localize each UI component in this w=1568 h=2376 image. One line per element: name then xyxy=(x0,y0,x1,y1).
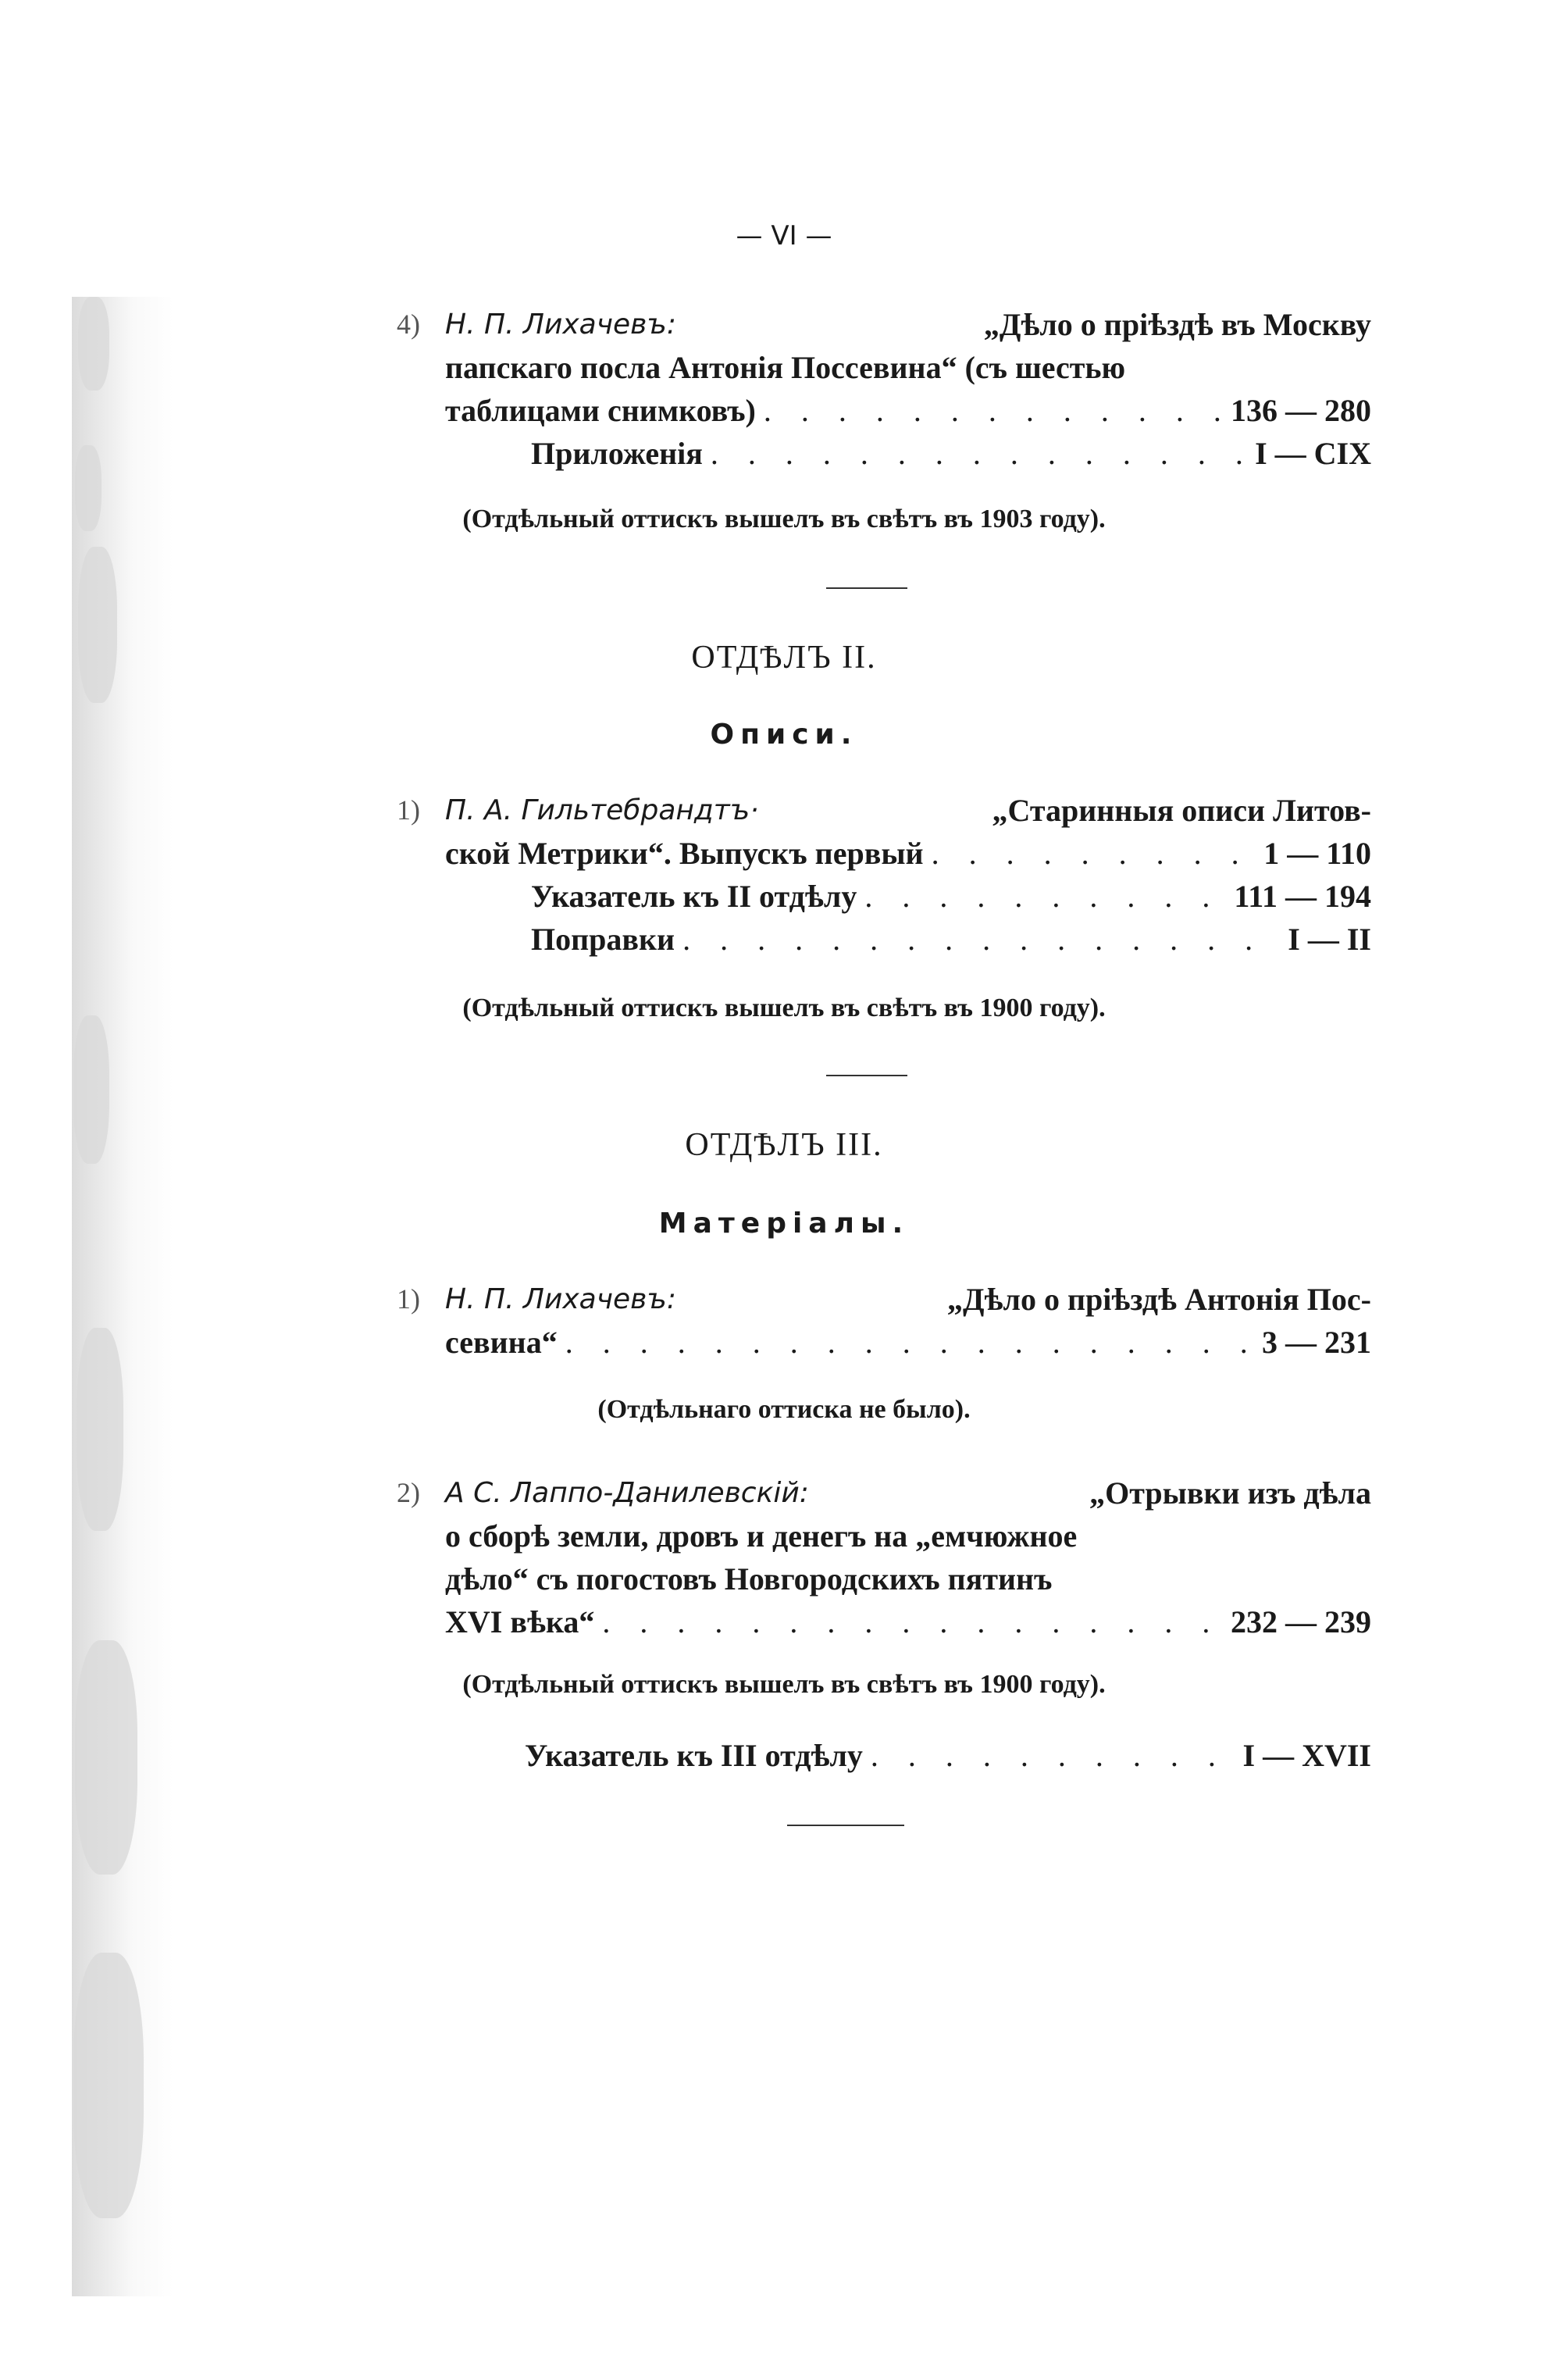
entry-line xyxy=(445,1557,1371,1600)
section-title: ОТДѢЛЪ II. xyxy=(691,640,877,676)
page-range: 3 — 231 xyxy=(1262,1325,1371,1360)
leader-dots xyxy=(565,1321,1254,1364)
toc-entry xyxy=(397,1472,1371,1643)
page-range: I — CIX xyxy=(1255,436,1371,471)
entry-title-text: „Дѣло о пріѣздѣ въ Москву xyxy=(983,307,1371,342)
page-range: 232 — 239 xyxy=(1231,1604,1371,1639)
leader-dots xyxy=(932,832,1256,875)
entry-number: 4) xyxy=(397,309,420,340)
entry-author: Н. П. Лихачевъ: xyxy=(445,309,676,341)
entry-line xyxy=(445,1472,1371,1514)
offprint-note: (Отдѣльный оттискъ вышелъ въ свѣтъ въ 1900 году). xyxy=(462,994,1106,1022)
page-range: 111 — 194 xyxy=(1234,879,1371,914)
entry-title-text: папскаго посла Антонія Поссевина“ (съ шестью xyxy=(445,350,1126,385)
entry-number: 1) xyxy=(397,794,420,826)
page-range: I — XVII xyxy=(1242,1738,1371,1773)
section-title: ОТДѢЛЪ III. xyxy=(685,1127,883,1163)
leader-dots xyxy=(711,432,1247,475)
section-subtitle: Описи. xyxy=(710,719,858,751)
entry-title-text: о сборѣ земли, дровъ и денегъ на „емчюжное xyxy=(445,1518,1078,1554)
page-range: I — II xyxy=(1288,922,1371,957)
entry-line xyxy=(445,346,1371,389)
section-divider xyxy=(826,587,907,589)
section-divider xyxy=(826,1075,907,1076)
page-range: 136 — 280 xyxy=(1231,393,1371,428)
entry-author: А С. Лаппо-Данилевскій: xyxy=(445,1477,809,1509)
entry-title-text: дѣло“ съ погостовъ Новгородскихъ пятинъ xyxy=(445,1561,1053,1596)
entry-line xyxy=(445,1321,1371,1364)
toc-entry xyxy=(397,303,1371,475)
section-divider xyxy=(787,1825,904,1826)
leader-dots xyxy=(682,918,1280,961)
leader-dots xyxy=(871,1734,1235,1777)
offprint-note: (Отдѣльный оттискъ вышелъ въ свѣтъ въ 1900 году). xyxy=(462,1670,1106,1699)
page-number: — VI — xyxy=(736,220,832,252)
leader-dots xyxy=(602,1600,1223,1643)
index-label: Указатель къ II отдѣлу xyxy=(531,879,857,914)
offprint-note: (Отдѣльный оттискъ вышелъ въ свѣтъ въ 1903 году). xyxy=(462,505,1106,533)
entry-title-text: XVI вѣка“ xyxy=(445,1604,595,1639)
entry-line xyxy=(445,1278,1371,1321)
entry-number: 1) xyxy=(397,1283,420,1315)
entry-title-text: „Отрывки изъ дѣла xyxy=(1089,1475,1371,1511)
entry-line xyxy=(445,918,1371,961)
entry-line xyxy=(445,389,1371,432)
entry-line xyxy=(445,832,1371,875)
offprint-note: (Отдѣльнаго оттиска не было). xyxy=(597,1395,971,1424)
toc-entry xyxy=(397,789,1371,961)
leader-dots xyxy=(864,875,1226,918)
entry-author: Н. П. Лихачевъ: xyxy=(445,1283,676,1315)
toc-entry xyxy=(397,1278,1371,1364)
entry-author: П. А. Гильтебрандтъ· xyxy=(445,794,759,826)
entry-title-text: „Дѣло о пріѣздѣ Антонія Пос- xyxy=(946,1282,1371,1317)
entry-number: 2) xyxy=(397,1477,420,1508)
entry-line xyxy=(445,875,1371,918)
leader-dots xyxy=(764,389,1223,432)
appendix-label: Приложенія xyxy=(531,436,703,471)
entry-line xyxy=(445,303,1371,346)
entry-title-text: таблицами снимковъ) xyxy=(445,393,756,428)
entry-line xyxy=(445,1600,1371,1643)
page-range: 1 — 110 xyxy=(1263,836,1371,871)
section-subtitle: Матеріалы. xyxy=(658,1208,910,1240)
index-label: Указатель къ III отдѣлу xyxy=(525,1738,863,1773)
entry-title-text: „Старинныя описи Литов- xyxy=(992,793,1371,828)
entry-line xyxy=(445,789,1371,832)
scan-edge-mark xyxy=(77,1328,123,1531)
scan-edge-mark xyxy=(78,297,109,391)
entry-title-text: ской Метрики“. Выпускъ первый xyxy=(445,836,924,871)
corrections-label: Поправки xyxy=(531,922,675,957)
scan-edge-mark xyxy=(73,1953,144,2218)
entry-line xyxy=(445,1514,1371,1557)
index-entry xyxy=(525,1734,1371,1777)
entry-title-text: севина“ xyxy=(445,1325,558,1360)
entry-line xyxy=(445,432,1371,475)
scan-edge-mark xyxy=(78,547,117,703)
